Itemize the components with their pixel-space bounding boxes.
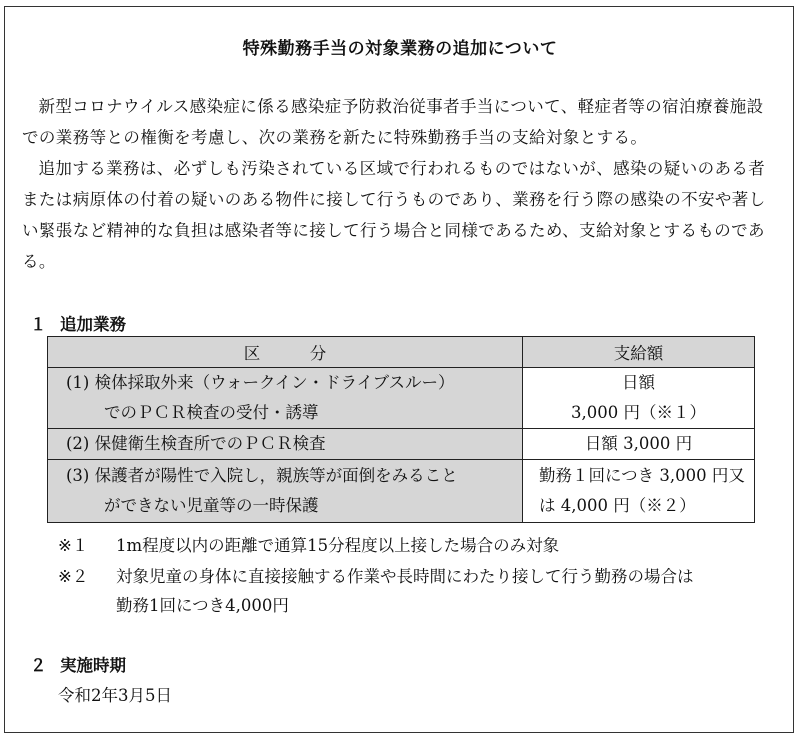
row-2-amount bbox=[523, 429, 755, 460]
row-3-amount-line-1: 勤務１回につき 3,000 円又 bbox=[539, 466, 745, 485]
row-3-category-line-2: ができない児童等の一時保護 bbox=[104, 496, 319, 515]
row-3-amount bbox=[523, 460, 755, 523]
row-3-amount-line-2: は 4,000 円（※２） bbox=[539, 496, 696, 515]
paragraph-1: 新型コロナウイルス感染症に係る感染症予防救治従事者手当について、軽症者等の宿泊療養施設での業務等との権衡を考慮し、次の業務を新たに特殊勤務手当の支給対象とする。 bbox=[22, 97, 764, 147]
note-1-mark: ※１ bbox=[58, 536, 89, 555]
note-2-text-line-2: 勤務1回につき4,000円 bbox=[116, 596, 289, 615]
paragraph-2: 追加する業務は、必ずしも汚染されている区域で行われるものではないが、感染の疑いのある者または病原体の付着の疑いのある物件に接して行うものであり、業務を行う際の感染の不安や著しい緊張など精神的な負担は感染者等に接して行う場合と同様であるため、支給対象とするものである。 bbox=[22, 159, 766, 271]
note-2-text-line-1: 対象児童の身体に直接接触する作業や長時間にわたり接して行う勤務の場合は bbox=[116, 567, 694, 586]
table-row bbox=[48, 368, 755, 429]
note-1-text: 1m程度以内の距離で通算15分程度以上接した場合のみ対象 bbox=[116, 536, 560, 555]
row-1-category-line-1: (1) 検体採取外来（ウォークイン・ドライブスルー） bbox=[66, 373, 455, 392]
table-row bbox=[48, 429, 755, 460]
section-1-title: 追加業務 bbox=[60, 315, 126, 334]
table-header-row bbox=[48, 337, 755, 368]
row-3-category-line-1: (3) 保護者が陽性で入院し，親族等が面倒をみること bbox=[66, 466, 458, 485]
document-title: 特殊勤務手当の対象業務の追加について bbox=[242, 39, 558, 59]
table-row bbox=[48, 460, 755, 523]
header-category: 区 分 bbox=[48, 337, 523, 368]
row-2-category-line-1: (2) 保健衛生検査所でのＰＣＲ検査 bbox=[66, 434, 326, 453]
note-1 bbox=[58, 531, 559, 560]
additional-duties-table bbox=[47, 336, 755, 523]
row-3-category bbox=[48, 460, 523, 523]
header-amount: 支給額 bbox=[523, 337, 755, 368]
note-2-mark: ※２ bbox=[58, 567, 89, 586]
row-1-amount-line-2: 3,000 円（※１） bbox=[571, 403, 706, 422]
row-2-category bbox=[48, 429, 523, 460]
row-1-category bbox=[48, 368, 523, 429]
implementation-date: 令和2年3月5日 bbox=[58, 686, 172, 705]
row-1-amount bbox=[523, 368, 755, 429]
section-1-number: １ bbox=[30, 315, 47, 334]
section-2-heading bbox=[30, 652, 126, 676]
section-1-heading bbox=[30, 311, 126, 335]
row-2-amount-line-1: 日額 3,000 円 bbox=[584, 434, 693, 453]
row-1-category-line-2: でのＰＣＲ検査の受付・誘導 bbox=[104, 403, 319, 422]
note-2 bbox=[58, 562, 694, 620]
section-2-number: ２ bbox=[30, 656, 47, 675]
row-1-amount-line-1: 日額 bbox=[622, 373, 655, 392]
section-2-title: 実施時期 bbox=[60, 656, 126, 675]
